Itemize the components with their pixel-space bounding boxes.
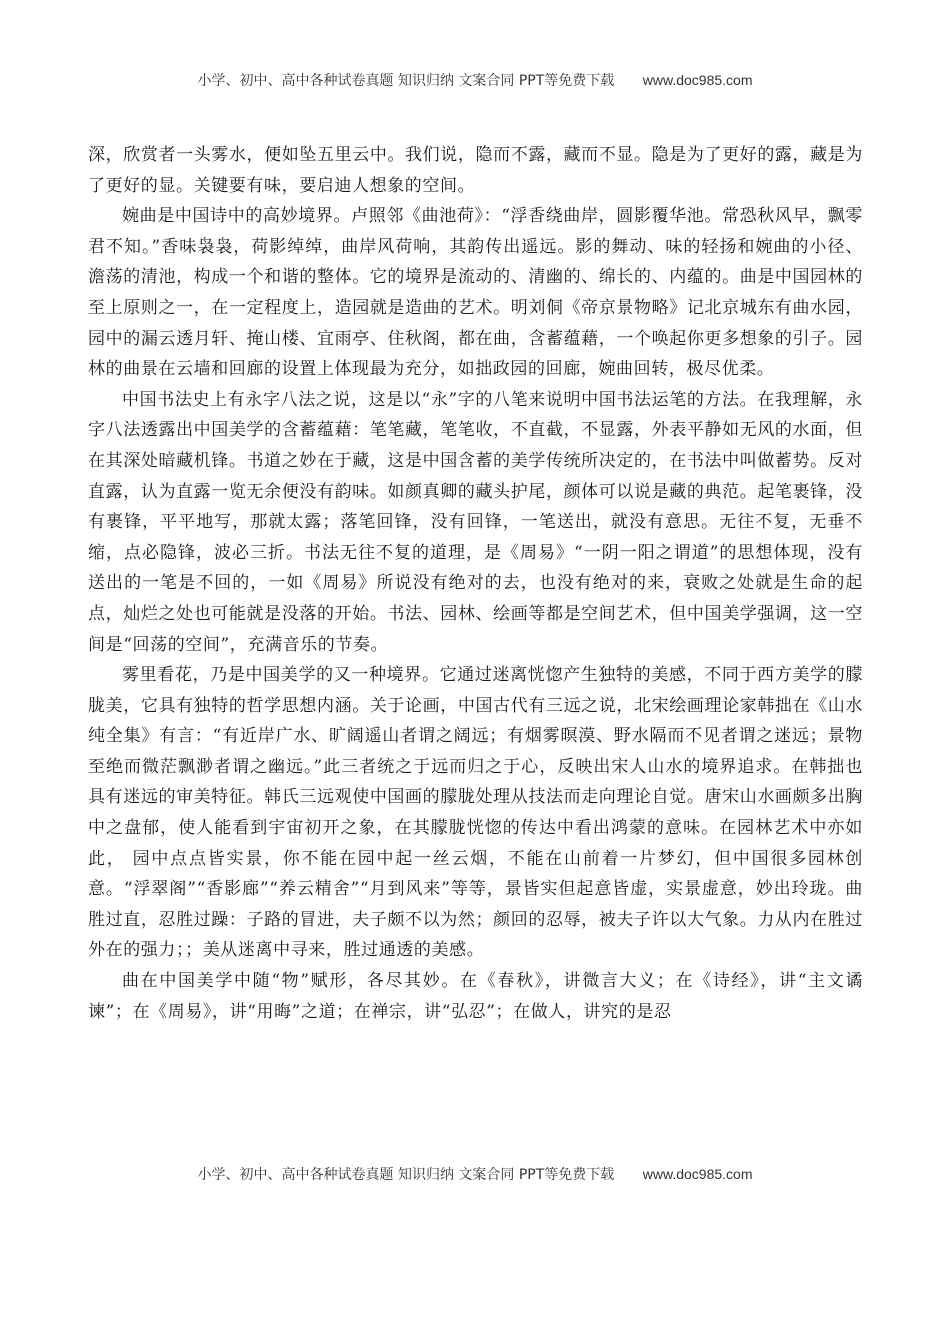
page-footer — [0, 1164, 950, 1184]
paragraph-3: 中国书法史上有永字八法之说，这是以“永”字的八笔来说明中国书法运笔的方法。在我理解，永字八法透露出中国美学的含蓄蕴藉：笔笔藏，笔笔收，不直截，不显露，外表平静如无风的水面，但在其深处暗藏机锋。书道之妙在于藏，这是中国含蓄的美学传统所决定的，在书法中叫做蓄势。反对直露，认为直露一览无余便没有韵味。如颜真卿的藏头护尾，颜体可以说是藏的典范。起笔裹锋，没有裹锋，平平地写，那就太露；落笔回锋，没有回锋，一笔送出，就没有意思。无往不复，无垂不缩，点必隐锋，波必三折。书法无往不复的道理，是《周易》“一阴一阳之谓道”的思想体现，没有送出的一笔是不回的，一如《周易》所说没有绝对的去，也没有绝对的来，衰败之处就是生命的起点，灿烂之处也可能就是没落的开始。书法、园林、绘画等都是空间艺术，但中国美学强调，这一空间是“回荡的空间”，充满音乐的节奏。 — [88, 389, 863, 655]
page-header — [0, 70, 950, 90]
paragraph-2: 婉曲是中国诗中的高妙境界。卢照邻《曲池荷》：“浮香绕曲岸，圆影覆华池。常恐秋风早，飘零君不知。”香味袅袅，荷影绰绰，曲岸风荷响，其韵传出遥远。影的舞动、味的轻扬和婉曲的小径、澹荡的清池，构成一个和谐的整体。它的境界是流动的、清幽的、绵长的、内蕴的。曲是中国园林的至上原则之一，在一定程度上，造园就是造曲的艺术。明刘侗《帝京景物略》记北京城东有曲水园，园中的漏云透月轩、掩山楼、宜雨亭、住秋阁，都在曲，含蓄蕴藉，一个唤起你更多想象的引子。园林的曲景在云墙和回廊的设置上体现最为充分，如拙政园的回廊，婉曲回转，极尽优柔。 — [88, 206, 863, 380]
footer-site-link[interactable]: www.doc985.com — [642, 1166, 753, 1182]
paragraph-4: 雾里看花，乃是中国美学的又一种境界。它通过迷离恍惚产生独特的美感，不同于西方美学的朦胧美，它具有独特的哲学思想内涵。关于论画，中国古代有三远之说，北宋绘画理论家韩拙在《山水纯全集》有言：“有近岸广水、旷阔遥山者谓之阔远；有烟雾暝漠、野水隔而不见者谓之迷远；景物至绝而微茫飘渺者谓之幽远。”此三者统之于远而归之于心，反映出宋人山水的境界追求。在韩拙也具有迷远的审美特征。韩氏三远观使中国画的朦胧处理从技法而走向理论自觉。唐宋山水画颇多出胸中之盘郁，使人能看到宇宙初开之象，在其朦胧恍惚的传达中看出鸿蒙的意味。在园林艺术中亦如此， 园中点点皆实景，你不能在园中起一丝云烟，不能在山前着一片梦幻，但中国很多园林创意。“浮翠阁”“香影廊”“养云精舍”“月到风来”等等，景皆实但起意皆虚，实景虚意，妙出玲珑。曲胜过直，忍胜过躁：子路的冒进，夫子颇不以为然；颜回的忍辱，被夫子许以大气象。力从内在胜过外在的强力；；美从迷离中寻来，胜过通透的美感。 — [88, 665, 863, 961]
footer-text: 小学、初中、高中各种试卷真题 知识归纳 文案合同 PPT等免费下载 — [197, 1167, 615, 1183]
article-body — [88, 140, 863, 1027]
header-site-link[interactable]: www.doc985.com — [642, 72, 753, 88]
paragraph-1: 深，欣赏者一头雾水，便如坠五里云中。我们说，隐而不露，藏而不显。隐是为了更好的露，藏是为了更好的显。关键要有味，要启迪人想象的空间。 — [88, 145, 863, 196]
header-text: 小学、初中、高中各种试卷真题 知识归纳 文案合同 PPT等免费下载 — [197, 73, 615, 89]
paragraph-5: 曲在中国美学中随“物”赋形，各尽其妙。在《春秋》，讲微言大义；在《诗经》，讲“主文谲谏”；在《周易》，讲“用晦”之道；在禅宗，讲“弘忍”；在做人，讲究的是忍 — [88, 971, 863, 1022]
